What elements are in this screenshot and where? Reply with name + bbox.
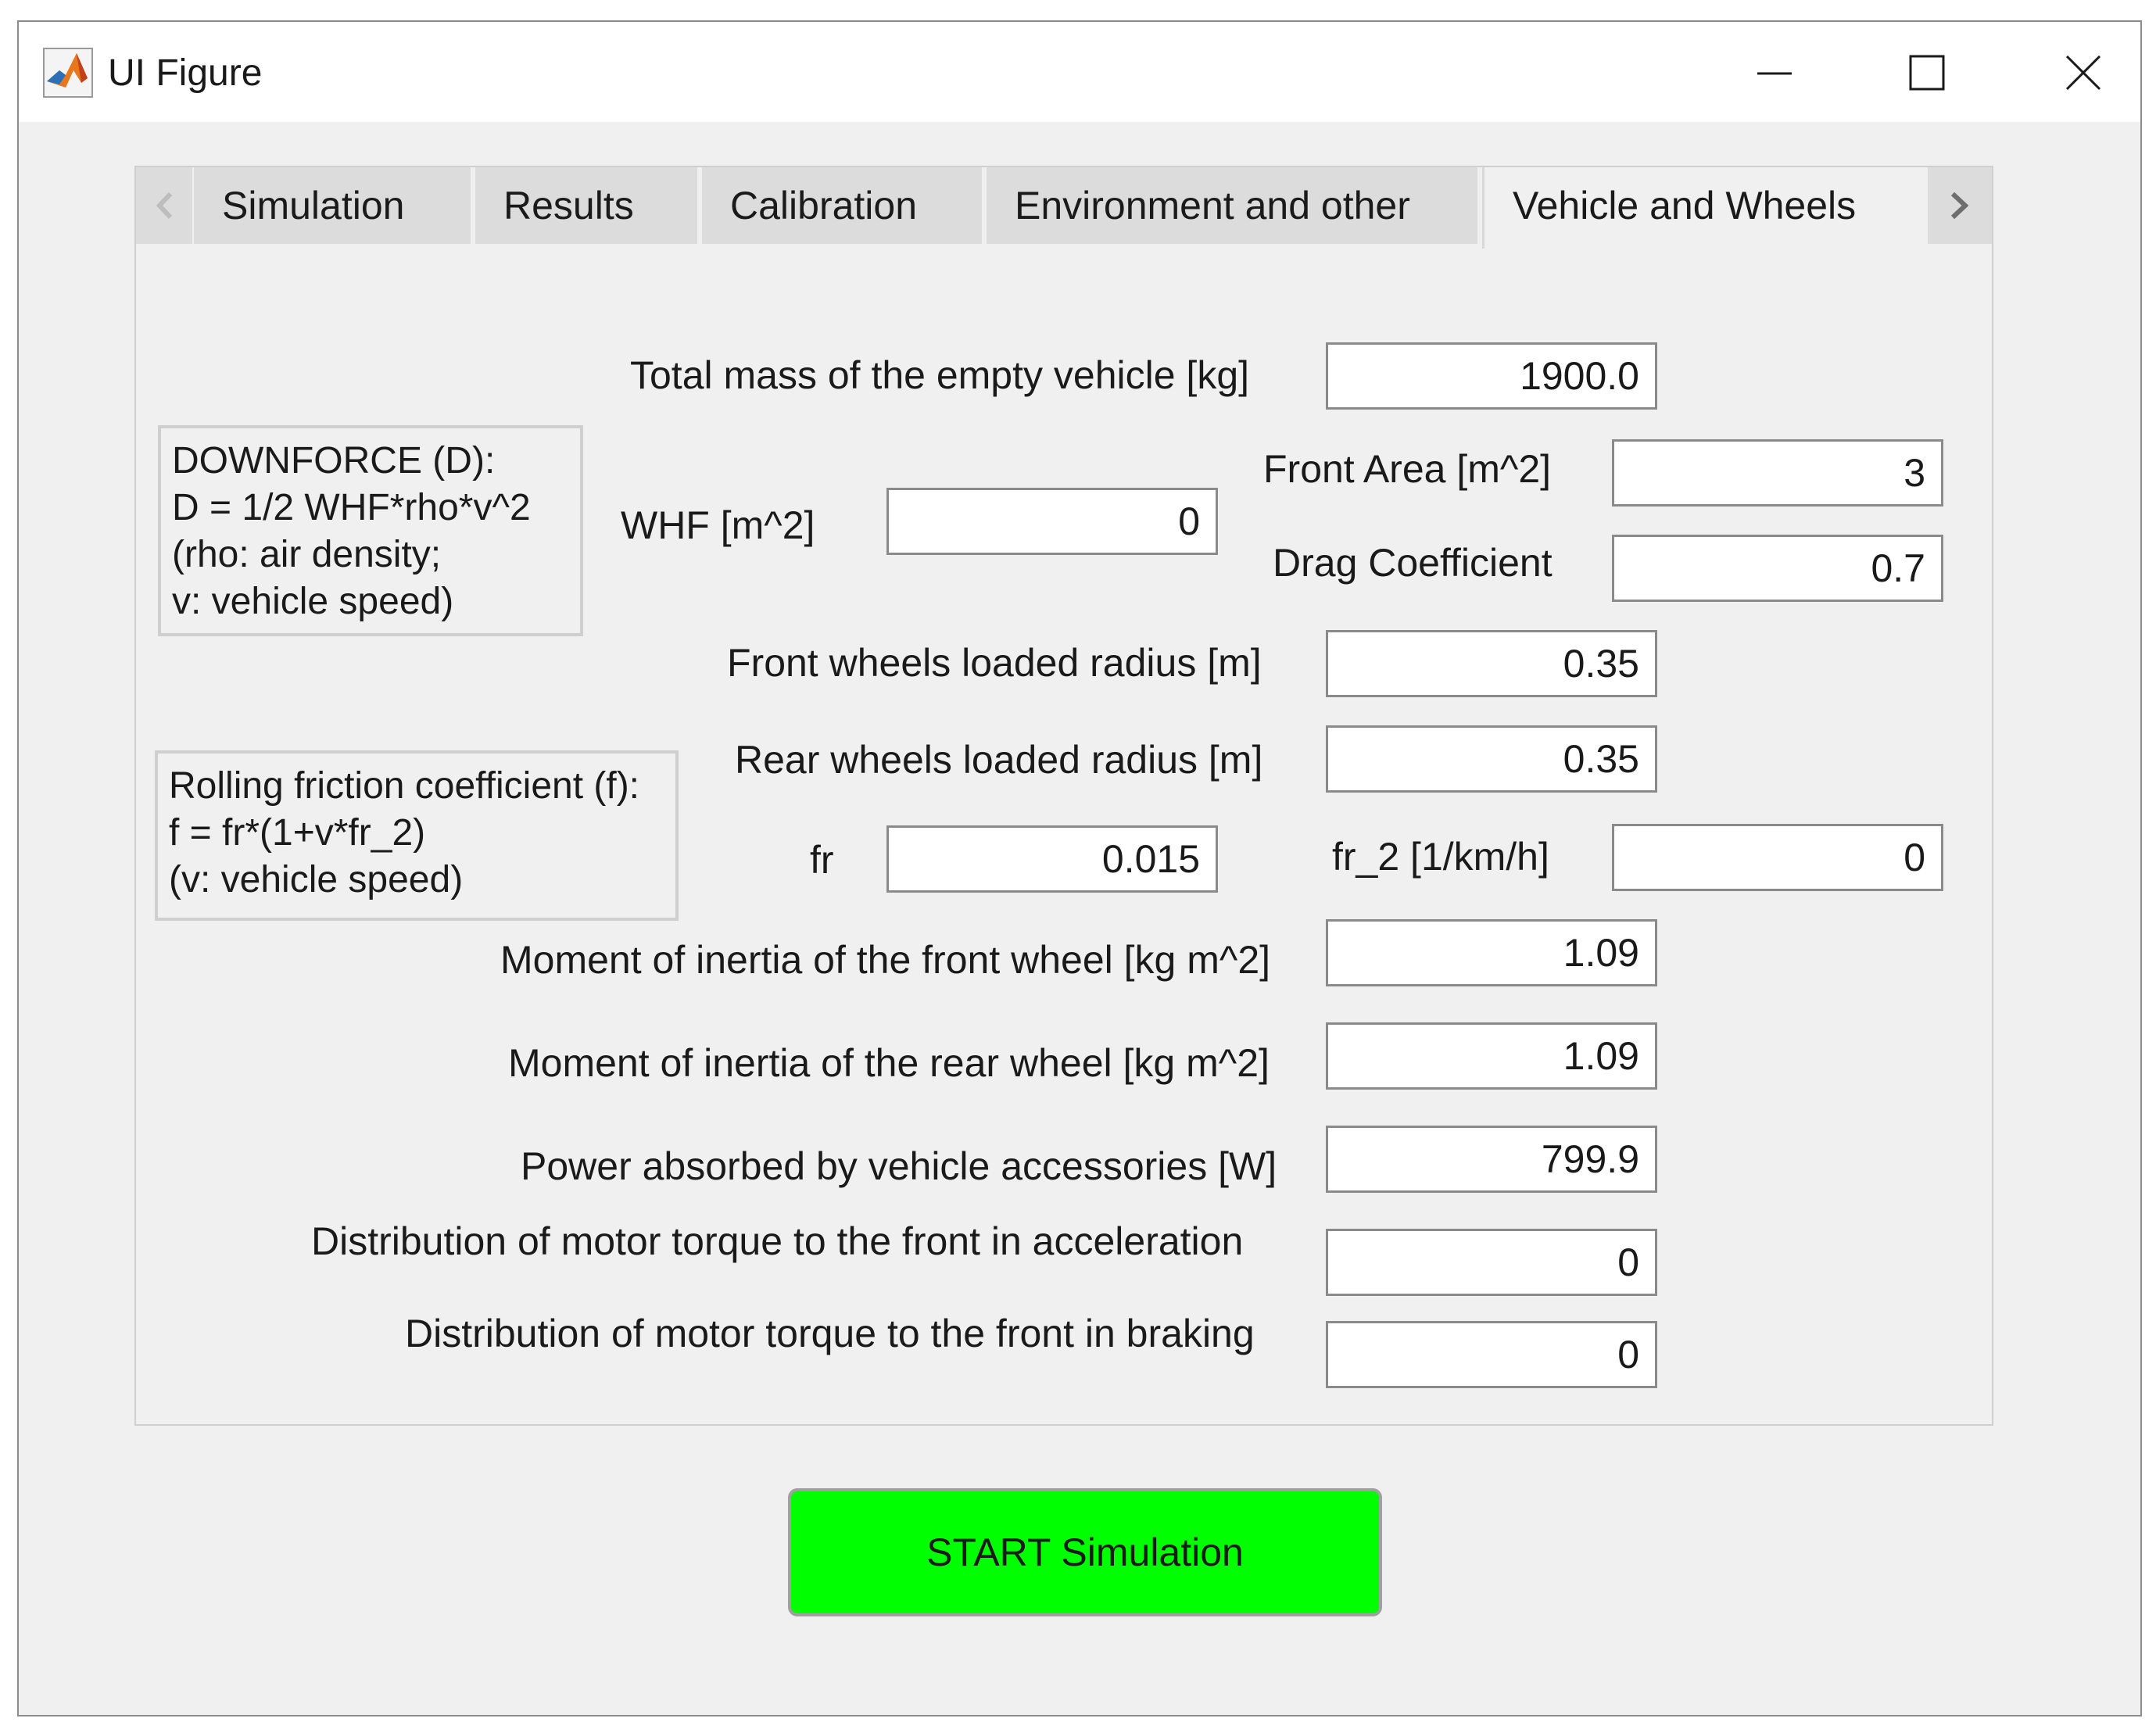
inertia-rear-field[interactable]: 1.09: [1326, 1022, 1657, 1090]
downforce-note-line: DOWNFORCE (D):: [172, 440, 496, 481]
inertia-front-label: Moment of inertia of the front wheel [kg m^2]: [500, 938, 1271, 982]
front-radius-field[interactable]: 0.35: [1326, 630, 1657, 697]
tab-results[interactable]: Results: [475, 167, 702, 244]
start-simulation-button[interactable]: START Simulation: [788, 1488, 1382, 1616]
title-bar: [19, 22, 2140, 122]
drag-coefficient-field[interactable]: 0.7: [1612, 535, 1943, 602]
close-button[interactable]: [2048, 41, 2118, 106]
total-mass-field[interactable]: 1900.0: [1326, 342, 1657, 410]
rear-radius-label: Rear wheels loaded radius [m]: [735, 738, 1263, 782]
inertia-rear-label: Moment of inertia of the rear wheel [kg m^2]: [508, 1041, 1270, 1085]
downforce-note-line: v: vehicle speed): [172, 581, 454, 622]
minimize-button[interactable]: [1739, 41, 1809, 106]
accessories-power-field[interactable]: 799.9: [1326, 1126, 1657, 1193]
maximize-button[interactable]: [1892, 41, 1962, 106]
chevron-right-icon: [1928, 234, 1992, 247]
whf-field[interactable]: 0: [886, 488, 1218, 555]
rear-radius-field[interactable]: 0.35: [1326, 725, 1657, 793]
torque-accel-label: Distribution of motor torque to the front in acceleration: [311, 1219, 1244, 1263]
downforce-note-line: (rho: air density;: [172, 534, 442, 575]
front-area-label: Front Area [m^2]: [1263, 447, 1552, 491]
tab-environment[interactable]: Environment and other: [987, 167, 1482, 244]
rolling-friction-note: [155, 750, 679, 921]
torque-brake-label: Distribution of motor torque to the front in braking: [405, 1312, 1255, 1355]
tab-strip: [136, 167, 1992, 245]
rolling-note-line: (v: vehicle speed): [169, 859, 464, 900]
fr2-field[interactable]: 0: [1612, 824, 1943, 891]
fr-field[interactable]: 0.015: [886, 825, 1218, 893]
tab-scroll-right-button[interactable]: [1928, 167, 1992, 244]
tab-vehicle-wheels[interactable]: Vehicle and Wheels: [1482, 167, 1923, 249]
fr-label: fr: [810, 838, 834, 882]
window-title: UI Figure: [108, 52, 263, 94]
fr2-label: fr_2 [1/km/h]: [1332, 835, 1549, 879]
matlab-icon: [42, 47, 94, 98]
front-area-field[interactable]: 3: [1612, 439, 1943, 507]
whf-label: WHF [m^2]: [621, 503, 815, 547]
torque-brake-field[interactable]: 0: [1326, 1321, 1657, 1388]
tab-simulation[interactable]: Simulation: [194, 167, 475, 244]
downforce-note: [158, 425, 583, 636]
tab-scroll-left-button[interactable]: [136, 167, 192, 244]
downforce-note-line: D = 1/2 WHF*rho*v^2: [172, 487, 531, 528]
tab-calibration[interactable]: Calibration: [702, 167, 987, 244]
rolling-note-line: f = fr*(1+v*fr_2): [169, 812, 426, 854]
drag-coefficient-label: Drag Coefficient: [1273, 541, 1553, 585]
accessories-power-label: Power absorbed by vehicle accessories [W]: [521, 1144, 1277, 1188]
rolling-note-line: Rolling friction coefficient (f):: [169, 765, 640, 807]
chevron-left-icon: [136, 234, 192, 247]
inertia-front-field[interactable]: 1.09: [1326, 919, 1657, 986]
tab-group: [134, 166, 1993, 1426]
torque-accel-field[interactable]: 0: [1326, 1229, 1657, 1296]
total-mass-label: Total mass of the empty vehicle [kg]: [630, 353, 1250, 397]
front-radius-label: Front wheels loaded radius [m]: [727, 641, 1262, 685]
